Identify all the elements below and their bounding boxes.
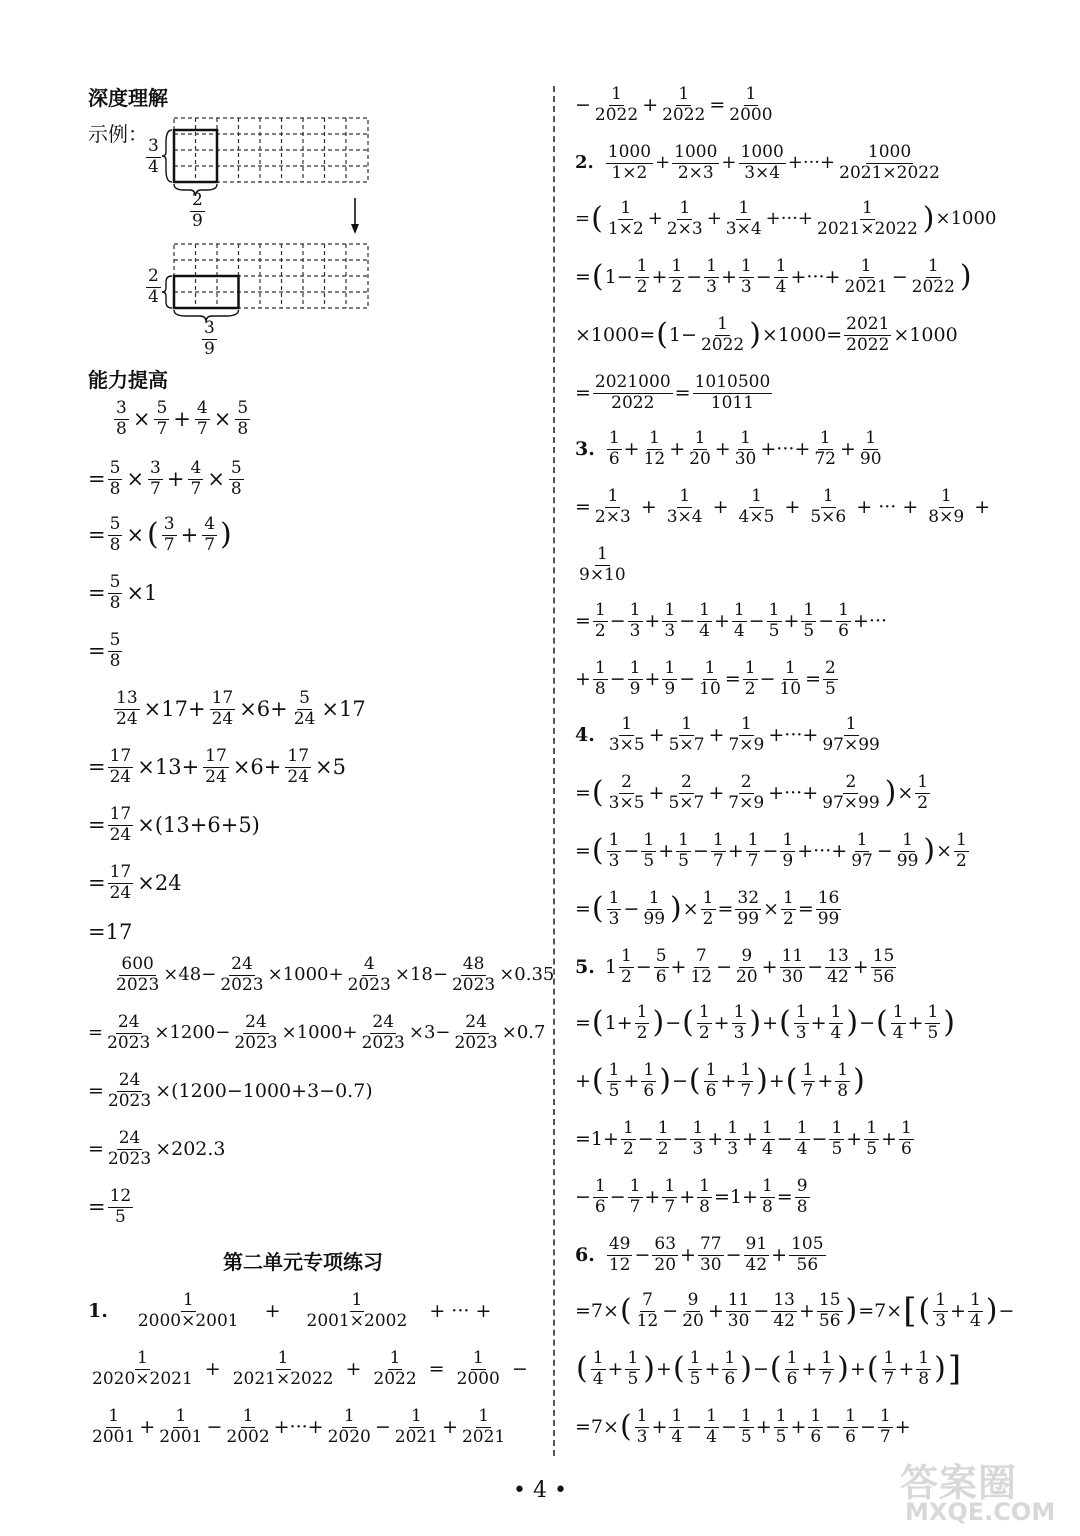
eq-line: = $\frac{5}{8}$ × $\frac{3}{7}$ + $\frac{4}{7}$ × $\frac{5}{8}$ <box>88 458 242 499</box>
watermark-url: MXQE.COM <box>905 1498 1056 1526</box>
heading-ability: 能力提高 <box>88 368 168 392</box>
eq-line: = ( 1 3 − 1 99 ) × 1 2 = 32 99 × 1 2 = 16 99 <box>575 888 840 929</box>
example-label: 示例： <box>88 122 148 146</box>
eq-line: − 1 2022 + 1 2022 = 1 2000 <box>575 84 773 125</box>
eq-line: 1 2001 + 1 2001 − 1 2002 +···+ 1 2020 − 1 2021 + 1 2021 <box>92 1406 506 1447</box>
eq-line: 3. 1 6 + 1 12 + 1 20 + 1 30 +···+ 1 72 + 1 90 <box>575 428 882 469</box>
eq-line: 4. 1 3×5 + 1 5×7 + 1 7×9 +···+ 1 97×99 <box>575 714 880 755</box>
diagram-ratio-top: 3 4 <box>148 136 159 177</box>
eq-line: 1. 1 2000×2001 + $\frac{1}{2001\times 2002}$ + ··· + <box>88 1290 492 1331</box>
eq-line: + 1 8 − 1 9 + 1 9 − 1 10 = 1 2 − 1 10 = 2 5 <box>575 658 836 699</box>
eq-line: =7× ( 7 12 − 9 20 + 11 30 − 13 42 + 15 56 ) =7× [ ( 1 3 + 1 4 ) − <box>575 1290 1015 1332</box>
eq-line: =7× ( 1 3 + 1 4 − 1 4 − 1 5 + 1 5 + 1 6 − 1 6 − 1 7 + <box>575 1406 911 1447</box>
eq-line: = $\frac{17}{24}$ ×13+ $\frac{17}{24}$ ×6+ $\frac{17}{24}$ ×5 <box>88 746 346 787</box>
eq-line: = $\frac{17}{24}$ ×(13+6+5) <box>88 804 260 845</box>
eq-line: = 24 2023 ×202.3 <box>88 1128 226 1169</box>
eq-line: = 1 2 − 1 3 + 1 3 − 1 4 + 1 4 − 1 5 + 1 5 − 1 6 +··· <box>575 600 888 641</box>
diagram-ratio-bottom-width: 3 9 <box>204 318 215 359</box>
eq-line: ( 1 4 + 1 5 ) + ( 1 5 + 1 6 ) − ( 1 6 + 1 7 ) + ( 1 7 + 1 8 ) ] <box>576 1348 962 1390</box>
eq-line: = 2021000 2022 = 1010500 1011 <box>575 372 771 413</box>
eq-line: + ( 1 5 + 1 6 ) − ( 1 6 + 1 7 ) + ( 1 7 + 1 8 ) <box>575 1060 865 1101</box>
eq-line: = $\frac{17}{24}$ ×24 <box>88 862 182 903</box>
eq-line: = $\frac{5}{8}$ × ( 3 7 + $\frac{4}{7}$ ) <box>88 514 232 555</box>
eq-line: $\frac{3}{8}$ × $\frac{5}{7}$ + $\frac{4}{7}$ × $\frac{5}{8}$ <box>116 398 249 439</box>
eq-line: = $\frac{5}{8}$ ×1 <box>88 572 158 613</box>
eq-line: = 12 5 <box>88 1186 132 1227</box>
eq-line: ×1000= ( 1− 1 2022 ) ×1000= 2021 2022 ×1000 <box>575 314 958 355</box>
heading-depth: 深度理解 <box>88 86 168 110</box>
diagram-ratio-top-width: 2 9 <box>192 190 203 231</box>
eq-line: = ( 1− 1 2 + 1 2 − 1 3 + 1 3 − 1 4 +···+ 1 2021 − 1 2022 ) <box>575 256 972 297</box>
eq-line: 600 2023 ×48− 24 2023 ×1000+ 4 2023 ×18− 48 2023 ×0.35 <box>116 954 555 995</box>
eq-line: 1 9×10 <box>579 544 626 585</box>
eq-line: 1 2020×2021 + $\frac{1}{2021\times 2022}$ + $\frac{1}{2022}$ = $\frac{1}{2000}$ − <box>92 1348 528 1389</box>
eq-line: = ( 1+ 1 2 ) − ( 1 2 + 1 3 ) + ( 1 3 + 1 4 ) − ( 1 4 + 1 5 ) <box>575 1002 956 1043</box>
eq-line: − 1 6 − 1 7 + 1 7 + 1 8 =1+ 1 8 = 9 8 <box>575 1176 808 1217</box>
eq-line: = ( 1 3 − 1 5 + 1 5 − 1 7 + 1 7 − 1 9 +···+ 1 97 − 1 99 ) × 1 2 <box>575 830 967 871</box>
eq-line: $\frac{13}{24}$ ×17+ $\frac{17}{24}$ ×6+ $\frac{5}{24}$ ×17 <box>116 688 366 729</box>
eq-line: 2. 1000 1×2 + 1000 2×3 + 1000 3×4 +···+ 1000 2021×2022 <box>575 142 940 183</box>
column-divider <box>553 86 555 1456</box>
eq-line: =17 <box>88 920 133 944</box>
eq-line: = ( 2 3×5 + 2 5×7 + 2 7×9 +···+ 2 97×99 ) × 1 2 <box>575 772 929 813</box>
section-title: 第二单元专项练习 <box>223 1250 383 1274</box>
eq-line: =1+ 1 2 − 1 2 − 1 3 + 1 3 + 1 4 − 1 4 − 1 5 + 1 5 + 1 6 <box>575 1118 912 1159</box>
eq-line: 6. 49 12 − 63 20 + 77 30 − 91 42 + 105 56 <box>575 1234 824 1275</box>
eq-line: = 24 2023 ×1200− 24 2023 ×1000+ 24 2023 ×3− 24 2023 ×0.7 <box>88 1012 546 1053</box>
eq-line: = ( 1 1×2 + 1 2×3 + 1 3×4 +···+ 1 2021×2022 ) ×1000 <box>575 198 997 239</box>
eq-line: = 5 8 <box>88 630 121 671</box>
eq-line: 5. 1 1 2 − 5 6 + 7 12 − 9 20 + 11 30 − 13 42 + 15 56 <box>575 946 895 987</box>
eq-line: = 24 2023 ×(1200−1000+3−0.7) <box>88 1070 373 1111</box>
eq-line: = 1 2×3 + $\frac{1}{3\times 4}$ + $\frac{1}{4\times 5}$ + $\frac{1}{5\times 6}$ + ··· + $\frac{1}{8\times 9}$ + <box>575 486 991 527</box>
diagram-ratio-bottom: 2 4 <box>148 266 159 307</box>
fraction-grid-diagram <box>140 110 430 360</box>
watermark-logo: 答案圈 <box>900 1461 1018 1505</box>
page-number: • 4 • <box>513 1478 567 1503</box>
